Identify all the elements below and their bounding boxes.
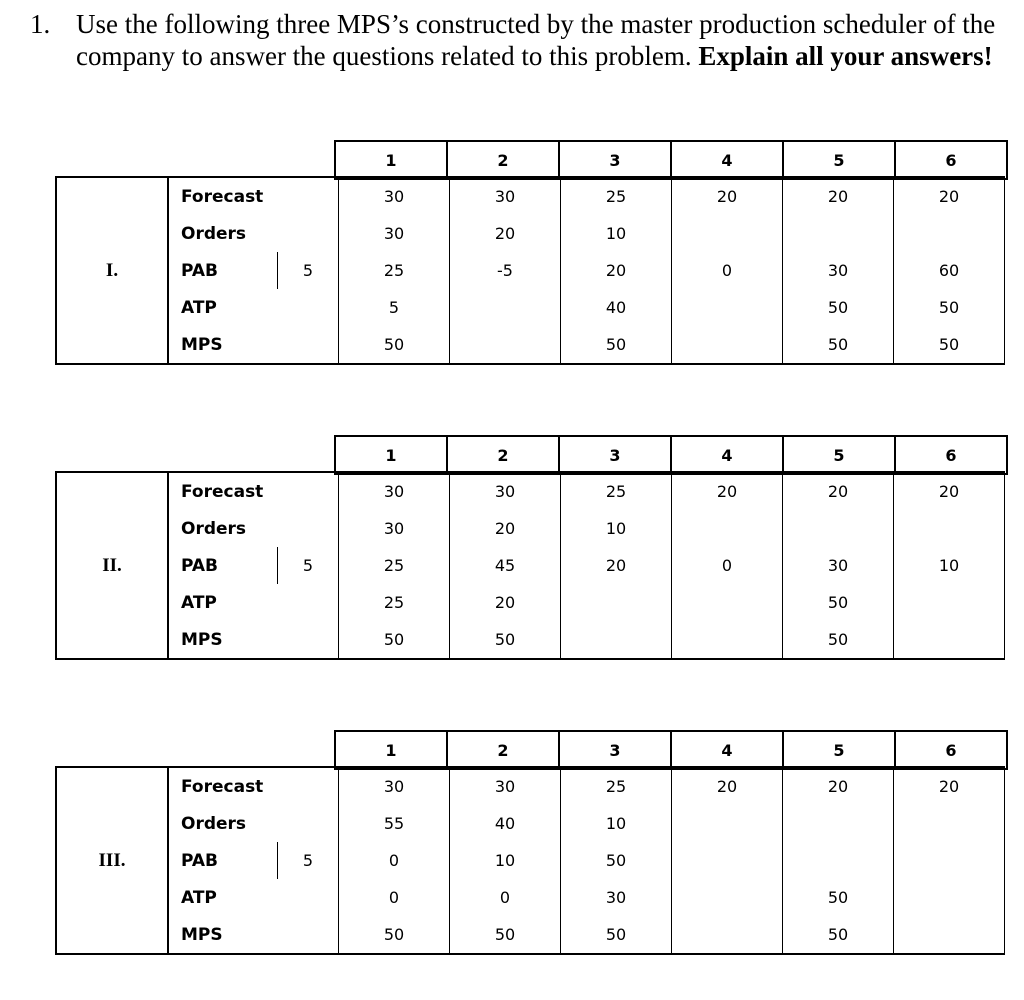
cell-value: 10 [894,547,1005,584]
period-header [334,435,1008,475]
cell-value: 25 [561,767,672,805]
cell-value: 30 [783,252,894,289]
cell-value: 30 [339,215,450,252]
cell-value: 25 [561,472,672,510]
period-number: 3 [559,436,671,474]
cell-value [672,215,783,252]
cell-value: 0 [672,547,783,584]
cell-value: 20 [894,767,1005,805]
table-row [56,805,1005,842]
cell-value: 25 [339,547,450,584]
cell-value [672,879,783,916]
cell-value: 10 [561,215,672,252]
cell-value: 50 [783,621,894,659]
period-number: 2 [447,436,559,474]
cell-value: 25 [339,584,450,621]
row-label: Forecast [168,177,339,215]
cell-value [672,805,783,842]
period-number: 2 [447,731,559,769]
cell-value [783,215,894,252]
cell-value [894,805,1005,842]
pab-initial-value: 5 [278,842,339,879]
cell-value: -5 [450,252,561,289]
mps-table-1 [0,140,1024,370]
period-number: 6 [895,141,1007,179]
cell-value: 60 [894,252,1005,289]
cell-value: 55 [339,805,450,842]
period-number: 1 [335,141,447,179]
cell-value: 50 [894,289,1005,326]
cell-value: 0 [450,879,561,916]
table-row [56,584,1005,621]
row-label: Forecast [168,767,339,805]
period-number: 1 [335,436,447,474]
cell-value: 20 [783,472,894,510]
question-emphasis: Explain all your answers! [698,41,993,71]
row-label: MPS [168,916,339,954]
pab-initial-value: 5 [278,252,339,289]
cell-value: 20 [672,177,783,215]
table-row [56,252,1005,289]
cell-value [561,584,672,621]
cell-value: 0 [339,842,450,879]
cell-value: 50 [561,916,672,954]
period-header [334,140,1008,180]
cell-value: 50 [783,289,894,326]
cell-value: 30 [339,510,450,547]
cell-value [672,289,783,326]
cell-value [783,842,894,879]
period-number: 4 [671,731,783,769]
row-label: Orders [168,805,339,842]
cell-value [783,510,894,547]
cell-value: 50 [783,916,894,954]
cell-value: 20 [783,767,894,805]
table-row [56,916,1005,954]
row-label: Orders [168,215,339,252]
cell-value [894,584,1005,621]
table-label: II. [56,472,168,659]
period-number: 1 [335,731,447,769]
table-row [56,510,1005,547]
row-label: PAB [168,842,278,879]
period-header [334,730,1008,770]
cell-value: 20 [894,472,1005,510]
cell-value: 50 [450,916,561,954]
cell-value [894,510,1005,547]
question-number: 1. [30,9,51,39]
cell-value: 30 [339,177,450,215]
cell-value: 40 [561,289,672,326]
period-number: 3 [559,731,671,769]
row-label: MPS [168,621,339,659]
cell-value: 50 [894,326,1005,364]
cell-value: 20 [672,767,783,805]
mps-grid [55,176,1005,365]
cell-value [672,326,783,364]
cell-value: 30 [783,547,894,584]
cell-value: 30 [450,767,561,805]
cell-value: 50 [561,842,672,879]
period-number: 3 [559,141,671,179]
cell-value: 20 [561,252,672,289]
cell-value: 0 [672,252,783,289]
row-label: Orders [168,510,339,547]
cell-value: 25 [339,252,450,289]
row-label: ATP [168,289,339,326]
cell-value: 25 [561,177,672,215]
cell-value: 40 [450,805,561,842]
cell-value: 30 [450,472,561,510]
cell-value: 50 [339,621,450,659]
cell-value: 20 [783,177,894,215]
cell-value: 30 [339,767,450,805]
mps-table-2 [0,435,1024,665]
pab-initial-value: 5 [278,547,339,584]
cell-value: 20 [450,510,561,547]
table-row [56,177,1005,215]
cell-value [672,584,783,621]
cell-value: 20 [450,215,561,252]
cell-value: 50 [561,326,672,364]
table-row [56,326,1005,364]
mps-grid [55,766,1005,955]
question-line-2 [76,40,993,72]
cell-value [672,842,783,879]
table-row [56,289,1005,326]
period-number: 5 [783,436,895,474]
cell-value: 50 [450,621,561,659]
cell-value [672,510,783,547]
table-row [56,215,1005,252]
row-label: Forecast [168,472,339,510]
cell-value: 50 [339,326,450,364]
cell-value [894,215,1005,252]
cell-value: 30 [561,879,672,916]
cell-value [450,326,561,364]
table-row [56,767,1005,805]
table-row [56,547,1005,584]
cell-value: 50 [783,326,894,364]
period-number: 6 [895,436,1007,474]
table-row [56,621,1005,659]
period-number: 2 [447,141,559,179]
cell-value: 30 [450,177,561,215]
cell-value: 5 [339,289,450,326]
mps-table-3 [0,730,1024,960]
table-label: III. [56,767,168,954]
cell-value [783,805,894,842]
cell-value: 10 [561,510,672,547]
period-number: 6 [895,731,1007,769]
period-number: 5 [783,731,895,769]
row-label: PAB [168,547,278,584]
cell-value [672,621,783,659]
period-number: 4 [671,141,783,179]
cell-value: 20 [894,177,1005,215]
cell-value: 0 [339,879,450,916]
cell-value: 30 [339,472,450,510]
cell-value [672,916,783,954]
question-line-2-text: company to answer the questions related to this problem. [76,41,692,71]
cell-value: 10 [450,842,561,879]
cell-value: 20 [561,547,672,584]
cell-value: 50 [783,879,894,916]
cell-value: 50 [339,916,450,954]
cell-value [894,916,1005,954]
period-number: 5 [783,141,895,179]
row-label: ATP [168,584,339,621]
table-row [56,879,1005,916]
cell-value: 50 [783,584,894,621]
cell-value [561,621,672,659]
table-label: I. [56,177,168,364]
table-row [56,842,1005,879]
cell-value: 20 [450,584,561,621]
row-label: MPS [168,326,339,364]
cell-value [450,289,561,326]
row-label: PAB [168,252,278,289]
table-row [56,472,1005,510]
mps-grid [55,471,1005,660]
cell-value: 45 [450,547,561,584]
cell-value: 20 [672,472,783,510]
cell-value [894,879,1005,916]
row-label: ATP [168,879,339,916]
cell-value: 10 [561,805,672,842]
cell-value [894,842,1005,879]
question-line-1: Use the following three MPS’s constructed by the master production scheduler of the [76,9,996,39]
period-number: 4 [671,436,783,474]
cell-value [894,621,1005,659]
